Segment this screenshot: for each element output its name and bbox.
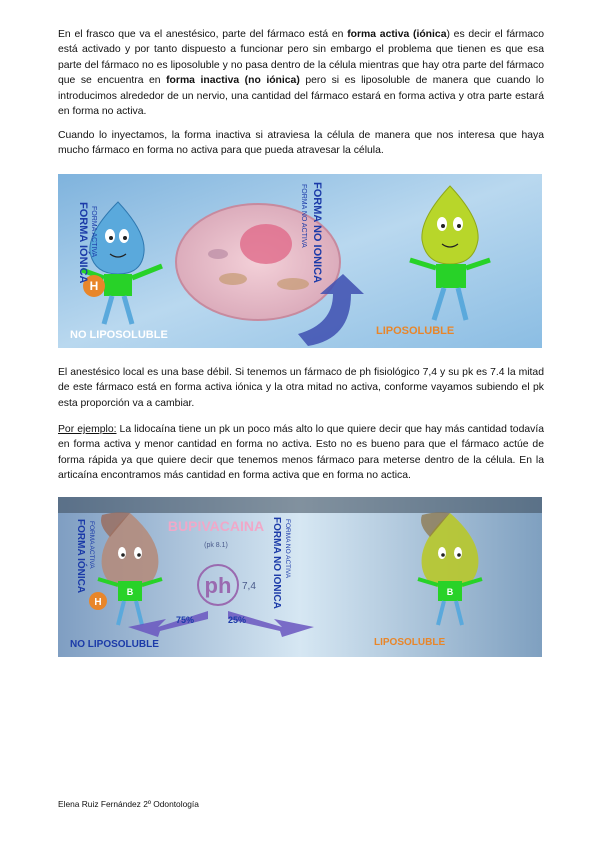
label-forma-no-ionica: FORMA NO IONICA [311, 182, 323, 284]
paragraph-3: El anestésico local es una base débil. Si tenemos un fármaco de ph fisiológico 7,4 y su pk es 7.4 la mitad de este fármaco está en forma activa iónica y la otra mitad no activa, conforme vayamos subiendo el pk esta proporción va a cambiar. [58, 367, 544, 409]
bold-term-active-form: forma activa (iónica [347, 29, 447, 40]
footer-author: Elena Ruiz Fernández 2º Odontología [58, 799, 199, 809]
label-forma-ionica: FORMA IÓNICA [77, 202, 89, 284]
percent-right: 25% [228, 615, 247, 625]
label-liposoluble: LIPOSOLUBLE [376, 325, 455, 337]
label-forma-ionica: FORMA IÓNICA [75, 519, 86, 594]
figure-bupivacaina-diagram [58, 497, 542, 657]
percent-left: 75% [176, 615, 195, 625]
h-badge-letter: H [89, 279, 99, 293]
label-forma-no-activa: FORMA NO ACTIVA [300, 184, 307, 248]
cell-nucleus [240, 224, 292, 264]
label-forma-activa: FORMA ACTIVA [88, 521, 95, 569]
b-letter-left: B [126, 587, 134, 597]
figure-2-illustration [58, 497, 542, 657]
bold-term-inactive-form: forma inactiva (no iónica) [166, 75, 300, 87]
ph-label: ph [204, 573, 232, 598]
text-run: pero si es liposoluble de manera que cuando lo introducimos alrededor de un nervio, una cantidad del fármaco estará en forma activa y otra parte estará en forma no activa. [58, 75, 544, 118]
label-liposoluble: LIPOSOLUBLE [374, 637, 446, 648]
label-forma-activa: FORMA ACTIVA [90, 206, 97, 258]
figure-1-illustration [58, 174, 542, 348]
label-no-liposoluble: NO LIPOSOLUBLE [70, 329, 168, 341]
paragraph-4 [58, 422, 544, 484]
text-run: La lidocaína tiene un pk un poco más alto lo que quiere decir que hay más cantidad todavía en forma activa y menor cantidad en forma no activa. Esto no es bueno para que el fármaco actúe de forma rápida ya que quiere decir que tenemos menos fármaco para meterse dentro de la célula. En la articaína encontramos más cantidad en forma activa que en forma no actica. [58, 424, 544, 482]
label-no-liposoluble: NO LIPOSOLUBLE [70, 639, 159, 650]
label-forma-no-ionica: FORMA NO IONICA [271, 517, 282, 609]
paragraph-1 [58, 27, 544, 119]
label-forma-no-activa: FORMA NO ACTIVA [284, 519, 291, 579]
ph-value: 7,4 [242, 581, 256, 592]
text-run: ) es decir el fármaco está activado y por tanto dispuesto a funcionar pero sin embargo el problema que tienen es que esa parte del fármaco no es liposoluble y no pasa dentro de la célula mientras que hay otra parte del fármaco que se encuentra en [58, 29, 545, 87]
drug-pk: (pk 8.1) [204, 542, 228, 549]
paragraph-2: Cuando lo inyectamos, la forma inactiva si atraviesa la célula de manera que nos interesa que haya mucho fármaco en forma no activa para que pueda atravesar la célula. [58, 130, 544, 157]
drug-title: BUPIVACAINA [167, 518, 265, 534]
b-letter-right: B [446, 587, 454, 597]
example-label: Por ejemplo: [58, 424, 117, 435]
figure-liposolubility-diagram [58, 174, 542, 348]
text-run: En el frasco que va el anestésico, parte del fármaco está en [58, 29, 348, 40]
h-badge-letter: H [94, 597, 102, 608]
